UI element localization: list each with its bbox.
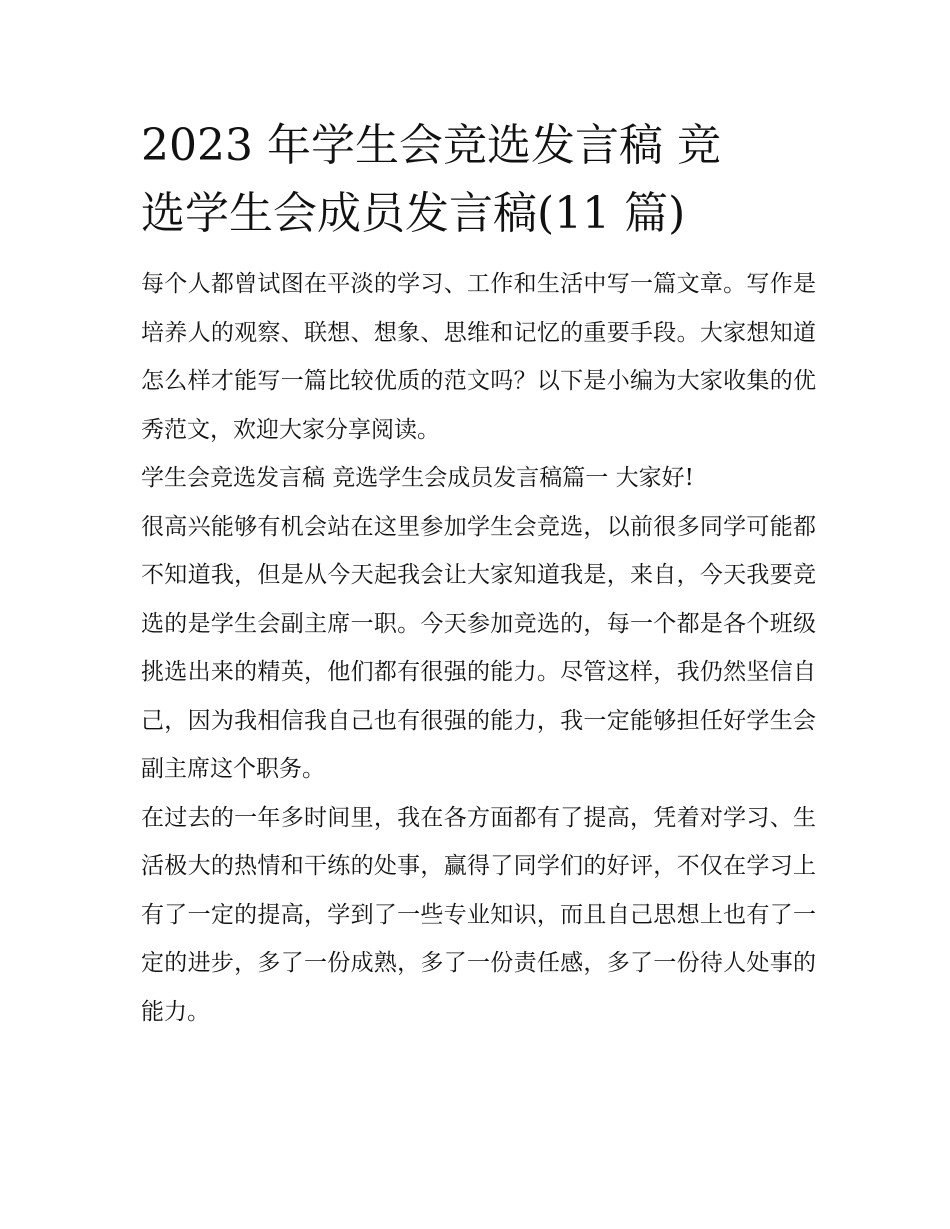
paragraph-body-1: 很高兴能够有机会站在这里参加学生会竞选，以前很多同学可能都不知道我，但是从今天起我会让大家知道我是，来自，今天我要竞选的是学生会副主席一职。今天参加竞选的，每一个都是各个班级挑选出来的精英，他们都有很强的能力。尽管这样，我仍然坚信自己，因为我相信我自己也有很强的能力，我一定能够担任好学生会副主席这个职务。 [141,513,816,782]
paragraph-body-2: 在过去的一年多时间里，我在各方面都有了提高，凭着对学习、生活极大的热情和干练的处事，赢得了同学们的好评，不仅在学习上有了一定的提高，学到了一些专业知识，而且自己思想上也有了一定的进步，多了一份成熟，多了一份责任感，多了一份待人处事的能力。 [141,804,816,1025]
title-line-2: 选学生会成员发言稿(11 篇) [141,188,686,239]
title-line-1: 2023 年学生会竞选发言稿 竞 [141,120,721,171]
document-title [141,112,816,248]
paragraph-section-heading: 学生会竞选发言稿 竞选学生会成员发言稿篇一 大家好! [141,465,694,491]
document-content [141,112,816,1036]
paragraph-intro: 每个人都曾试图在平淡的学习、工作和生活中写一篇文章。写作是培养人的观察、联想、想象、思维和记忆的重要手段。大家想知道怎么样才能写一篇比较优质的范文吗？以下是小编为大家收集的优秀范文，欢迎大家分享阅读。 [141,271,816,443]
